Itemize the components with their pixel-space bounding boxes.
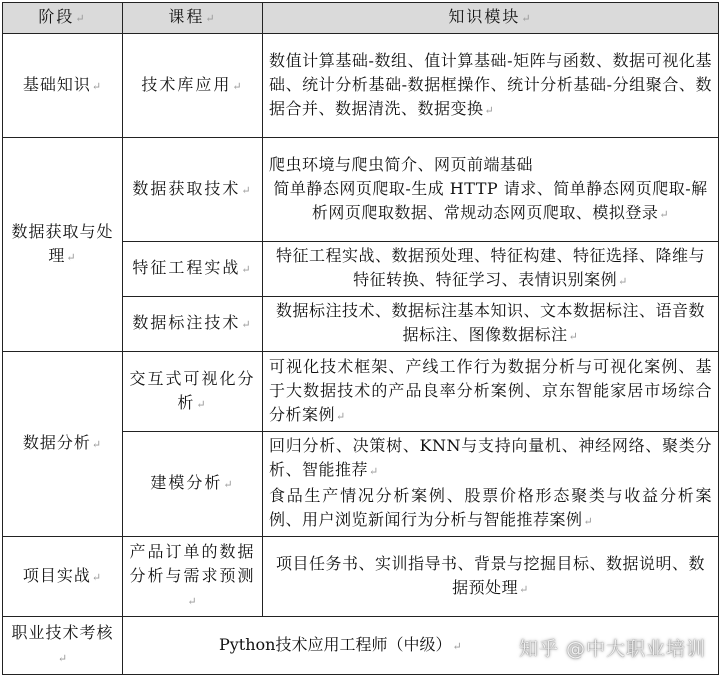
course-cell: 产品订单的数据分析与需求预测↵ (123, 537, 263, 617)
curriculum-table (2, 2, 719, 675)
course-cell: 交互式可视化分析↵ (123, 352, 263, 432)
course-cell: 数据获取技术↵ (123, 138, 263, 242)
course-cell: 建模分析↵ (123, 432, 263, 537)
stage-cell: 职业技术考核↵ (3, 617, 123, 675)
stage-cell: 项目实战↵ (3, 537, 123, 617)
modules-cell: 项目任务书、实训指导书、背景与挖掘目标、数据说明、数据预处理↵ (263, 537, 719, 617)
table-row (3, 34, 719, 138)
module-line: 爬虫环境与爬虫简介、网页前端基础 (269, 154, 534, 174)
course-cell: 数据标注技术↵ (123, 297, 263, 352)
modules-cell: 数据标注技术、数据标注基本知识、文本数据标注、语音数据标注、图像数据标注↵ (263, 297, 719, 352)
stage-cell: 数据获取与处理↵ (3, 138, 123, 352)
course-cell: 技术库应用↵ (123, 34, 263, 138)
module-line: 回归分析、决策树、KNN与支持向量机、神经网络、聚类分析、智能推荐↵ (269, 436, 712, 479)
table-row (3, 138, 719, 242)
curriculum-table-container (2, 2, 718, 669)
course-cell: 特征工程实战↵ (123, 242, 263, 297)
header-course: 课程↵ (123, 3, 263, 34)
modules-cell: 数值计算基础-数组、值计算基础-矩阵与函数、数据可视化基础、统计分析基础-数据框操作、统计分析基础-分组聚合、数据合并、数据清洗、数据变换↵ (263, 34, 719, 138)
modules-cell (263, 432, 719, 537)
stage-cell: 数据分析↵ (3, 352, 123, 537)
stage-cell: 基础知识↵ (3, 34, 123, 138)
module-line: 食品生产情况分析案例、股票价格形态聚类与收益分析案例、用户浏览新闻行为分析与智能推荐案例↵ (269, 486, 712, 529)
assessment-cell: Python技术应用工程师（中级）↵ (123, 617, 719, 675)
header-stage: 阶段↵ (3, 3, 123, 34)
header-modules: 知识模块↵ (263, 3, 719, 34)
modules-cell (263, 138, 719, 242)
table-row (3, 352, 719, 432)
module-line: 简单静态网页爬取-生成 HTTP 请求、简单静态网页爬取-解析网页爬取数据、常规动态网页爬取、模拟登录↵ (273, 178, 708, 222)
table-row (3, 537, 719, 617)
modules-cell: 特征工程实战、数据预处理、特征构建、特征选择、降维与特征转换、特征学习、表情识别案例↵ (263, 242, 719, 297)
header-row (3, 3, 719, 34)
watermark: 知乎 @中大职业培训 (518, 638, 706, 660)
modules-cell: 可视化技术框架、产线工作行为数据分析与可视化案例、基于大数据技术的产品良率分析案例、京东智能家居市场综合分析案例↵ (263, 352, 719, 432)
